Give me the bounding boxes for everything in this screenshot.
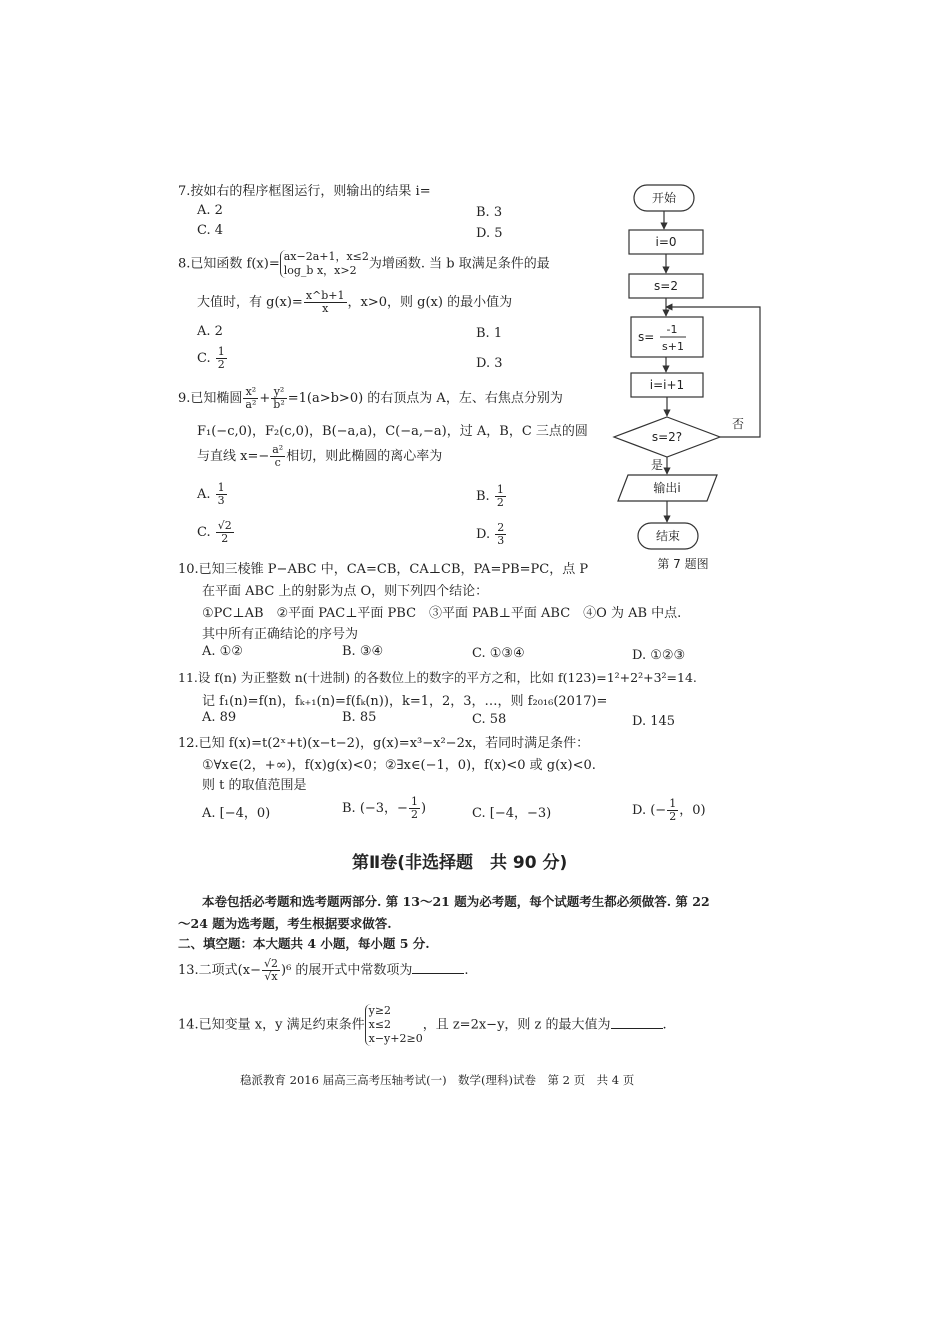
flow-condition-text: s=2? [651,430,683,444]
q8-frac-den: x [322,302,329,315]
q8-line2-post: ，x>0，则 g(x) 的最小值为 [347,295,513,310]
q9-f1-num: x² [243,386,258,399]
section2-intro1: 本卷包括必考题和选考题两部分. 第 13～21 题为必考题，每个试题考生都必须做答. 第 22 [202,894,710,909]
q9-d-label: D. [476,527,491,542]
q8-case2: log_b x，x>2 [283,264,357,277]
q9-a-label: A. [197,487,211,502]
q11-line2: 记 f₁(n)=f(n)，fₖ₊₁(n)=f(fₖ(n))，k=1，2，3，…，则 f₂₀₁₆(2017)= [202,694,608,709]
q12-d-pre: D. (− [632,803,667,818]
q13-end: . [464,963,469,978]
q9-a-den: 3 [217,494,225,507]
q12-b-post: ) [420,801,427,816]
q8-option-b: B. 1 [476,326,503,341]
flow-end-text: 结束 [655,529,681,543]
section2-title: 第Ⅱ卷(非选择题 共 90 分) [352,853,568,873]
q9-d-num: 2 [497,521,505,534]
q9-b-label: B. [476,489,490,504]
q10-option-b: B. ③④ [342,644,384,659]
flow-update-s-den: s+1 [662,340,684,353]
q8-line2-pre: 大值时，有 g(x)= [197,295,303,310]
flow-no-label: 否 [732,417,745,431]
q12-d-num: 1 [669,797,677,810]
q9-f3-den: c [274,456,281,469]
q10-line3: ①PC⊥AB ②平面 PAC⊥平面 PBC ③平面 PAB⊥平面 ABC ④O 为 AB 中点. [202,606,682,621]
q12-option-c: C. [−4，−3) [472,806,552,821]
q8-case1: ax−2a+1，x≤2 [283,250,369,263]
q10-option-d: D. ①②③ [632,648,686,663]
q12-b-den: 2 [410,808,418,821]
q8-option-d: D. 3 [476,356,503,371]
q9-c-num: √2 [217,519,232,532]
q14-c3: x−y+2≥0 [368,1032,423,1045]
q9-b-den: 2 [496,496,504,509]
q9-c-label: C. [197,525,211,540]
q11-option-d: D. 145 [632,714,676,729]
q8-c-num: 1 [217,345,225,358]
q7-option-a: A. 2 [197,203,223,218]
q13-post: )⁶ 的展开式中常数项为 [281,963,413,978]
q12-line3: 则 t 的取值范围是 [202,778,307,793]
q9-line3-post: 相切，则此椭圆的离心率为 [286,449,443,464]
flow-init-s-text: s=2 [654,279,678,293]
q7-option-c: C. 4 [197,223,224,238]
q9-c-den: 2 [221,532,229,545]
q12-line1: 12.已知 f(x)=t(2ˣ+t)(x−t−2)，g(x)=x³−x²−2x，若同时满足条件： [178,736,590,751]
q13-f-num: √2 [263,957,278,970]
q9-a-num: 1 [217,481,225,494]
q9-f2-den: b² [273,398,285,411]
q9-pre: 9.已知椭圆 [178,391,243,406]
q12-d-den: 2 [669,810,677,823]
q12-b-num: 1 [410,795,418,808]
flow-yes-label: 是 [651,458,664,472]
q10-option-a: A. ①② [202,644,243,659]
q14-c2: x≤2 [368,1018,392,1031]
q7-option-d: D. 5 [476,226,503,241]
flow-caption: 第 7 题图 [657,557,709,571]
q10-line4: 其中所有正确结论的序号为 [202,627,359,642]
q9-plus: + [259,391,271,406]
flow-output-text: 输出i [653,481,681,495]
q9-f1-den: a² [245,398,257,411]
q10-line1: 10.已知三棱锥 P−ABC 中，CA=CB，CA⊥CB，PA=PB=PC，点 P [178,562,589,577]
q9-b-num: 1 [496,483,504,496]
q8-c-label: C. [197,351,211,366]
q9-line2: F₁(−c,0)，F₂(c,0)，B(−a,a)，C(−a,−a)，过 A，B，C 三点的圆 [197,424,588,439]
q7-option-b: B. 3 [476,205,503,220]
q10-line2: 在平面 ABC 上的射影为点 O，则下列四个结论： [202,584,489,599]
q9-f3-num: a² [272,443,284,456]
q9-d-den: 3 [497,534,505,547]
q14-post: ，且 z=2x−y，则 z 的最大值为 [422,1017,611,1033]
q12-line2: ①∀x∈(2，+∞)，f(x)g(x)<0；②∃x∈(−1，0)，f(x)<0 或 g(x)<0. [202,758,596,773]
q12-d-post: ，0) [679,803,706,818]
q14-pre: 14.已知变量 x，y 满足约束条件 [178,1017,365,1033]
q14-c1: y≥2 [368,1004,392,1017]
q14-end: . [662,1017,667,1033]
flow-no-loop [666,307,760,437]
q13-f-den: √x [264,970,278,983]
flow-update-s-num: -1 [666,323,678,336]
q11-line1: 11.设 f(n) 为正整数 n(十进制) 的各数位上的数字的平方之和，比如 f(123)=1²+2²+3²=14. [178,670,697,685]
q7-stem: 7.按如右的程序框图运行，则输出的结果 i= [178,184,431,199]
q13-pre: 13.二项式(x− [178,963,261,978]
q12-option-a: A. [−4，0) [202,806,271,821]
fill-section-title: 二、填空题：本大题共 4 小题，每小题 5 分. [178,936,430,951]
q9-line3-pre: 与直线 x=− [197,449,270,464]
q11-option-c: C. 58 [472,712,507,727]
q11-option-a: A. 89 [202,710,237,725]
q9-post: =1(a>b>0) 的右顶点为 A，左、右焦点分别为 [287,391,563,406]
q12-b-pre: B. (−3，− [342,801,408,816]
flow-start-text: 开始 [651,191,677,205]
q9-f2-num: y² [271,386,286,399]
flow-init-i-text: i=0 [655,235,677,249]
q8-post: 为增函数. 当 b 取满足条件的最 [368,256,550,272]
q8-option-a: A. 2 [197,324,223,339]
q11-option-b: B. 85 [342,710,377,725]
flow-update-s-pre: s= [638,330,655,344]
flow-update-i-text: i=i+1 [649,378,685,392]
q8-frac-num: x^b+1 [305,289,345,302]
page-footer: 稳派教育 2016 届高三高考压轴考试(一) 数学(理科)试卷 第 2 页 共 4 页 [240,1073,635,1087]
q8-c-den: 2 [217,358,225,371]
q10-option-c: C. ①③④ [472,646,525,661]
q8-pre: 8.已知函数 f(x)= [178,256,280,272]
section2-intro2: ～24 题为选考题，考生根据要求做答. [178,916,392,931]
